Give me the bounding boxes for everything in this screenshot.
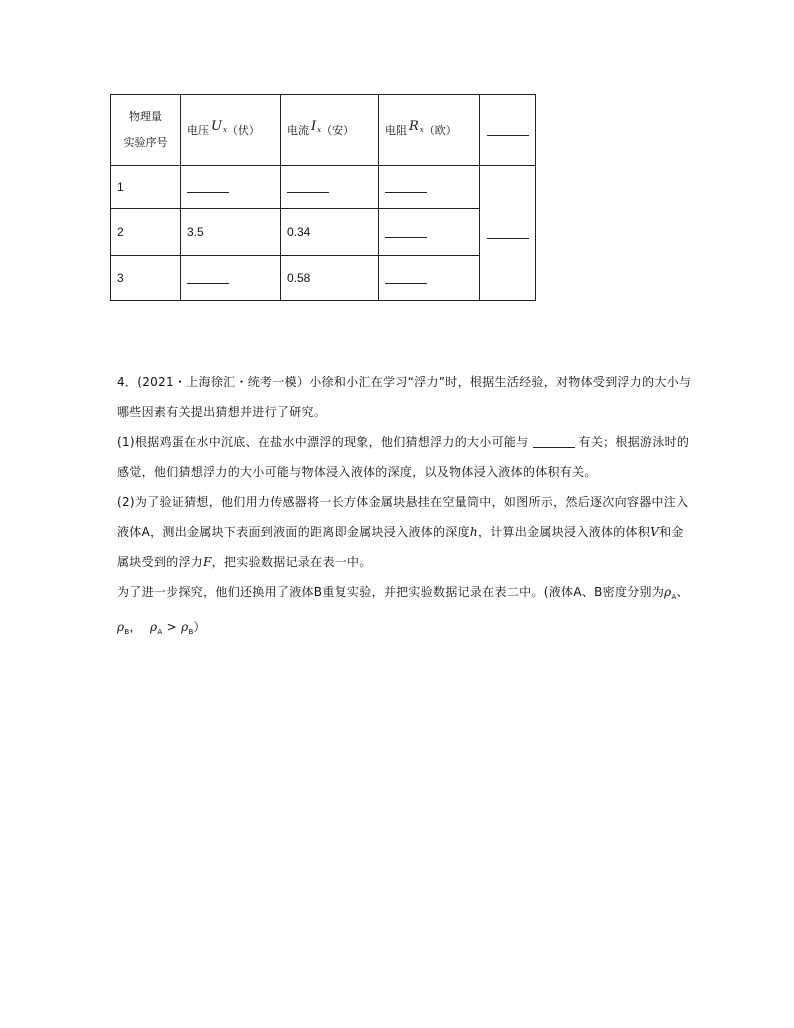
header-voltage — [181, 95, 281, 166]
row3-current: 0.58 — [281, 256, 379, 301]
row-index: 1 — [111, 166, 181, 209]
row3-voltage — [181, 256, 281, 301]
row3-resistance — [379, 256, 480, 301]
header-resistance — [379, 95, 480, 166]
voltage-unit: （伏） — [226, 124, 260, 137]
row-index: 3 — [111, 256, 181, 301]
row2-voltage: 3.5 — [181, 209, 281, 256]
average-cell — [480, 166, 536, 301]
answer-blank — [385, 227, 427, 238]
table-header-row — [111, 95, 536, 166]
answer-blank — [287, 182, 329, 193]
answer-blank — [487, 228, 529, 239]
header-current — [281, 95, 379, 166]
row2-resistance — [379, 209, 480, 256]
resistance-label: 电阻 — [385, 124, 407, 137]
data-table — [110, 94, 536, 301]
table-row — [111, 166, 536, 209]
voltage-label: 电压 — [187, 124, 209, 137]
voltage-symbol: $U_x$ — [211, 119, 227, 134]
resistance-unit: （欧） — [423, 124, 457, 137]
table-row — [111, 256, 536, 301]
question-intro: 4．(2021・上海徐汇・统考一模）小徐和小汇在学习“浮力”时，根据生活经验，对物体受到浮力的大小与哪些因素有关提出猜想并进行了研究。 — [117, 375, 692, 419]
question-4 — [117, 367, 692, 647]
current-unit: （安） — [321, 124, 355, 137]
row1-resistance — [379, 166, 480, 209]
row-index: 2 — [111, 209, 181, 256]
question-part-3: 为了进一步探究，他们还换用了液体B重复实验，并把实验数据记录在表二中。(液体A、B密度分别为$\rho_A$、$\rho_B$， $\rho_A > \rho_B$） — [117, 585, 689, 636]
answer-blank — [487, 125, 529, 136]
header-index-label: 实验序号 — [123, 136, 168, 149]
header-quantity-label: 物理量 — [129, 110, 162, 123]
row2-current: 0.34 — [281, 209, 379, 256]
current-symbol: $I_x$ — [311, 119, 322, 134]
question-part-1: (1)根据鸡蛋在水中沉底、在盐水中漂浮的现象，他们猜想浮力的大小可能与 有关；根据游泳时的感觉，他们猜想浮力的大小可能与物体浸入液体的深度，以及物体浸入液体的体积有关。 — [117, 435, 690, 479]
answer-blank — [385, 182, 427, 193]
table-row — [111, 209, 536, 256]
header-corner — [111, 95, 181, 166]
row1-voltage — [181, 166, 281, 209]
answer-blank — [187, 273, 229, 284]
row1-current — [281, 166, 379, 209]
header-extra — [480, 95, 536, 166]
answer-blank — [187, 182, 229, 193]
answer-blank — [385, 273, 427, 284]
current-label: 电流 — [287, 124, 309, 137]
answer-blank — [533, 437, 575, 448]
question-part-2: (2)为了验证猜想，他们用力传感器将一长方体金属块悬挂在空量筒中，如图所示，然后逐次向容器中注入液体A，测出金属块下表面到液面的距离即金属块浸入液体的深度h，计算出金属块浸入液体的体积V和金属块受到的浮力F，把实验数据记录在表一中。 — [117, 495, 689, 569]
resistance-symbol: $R_x$ — [409, 119, 424, 134]
